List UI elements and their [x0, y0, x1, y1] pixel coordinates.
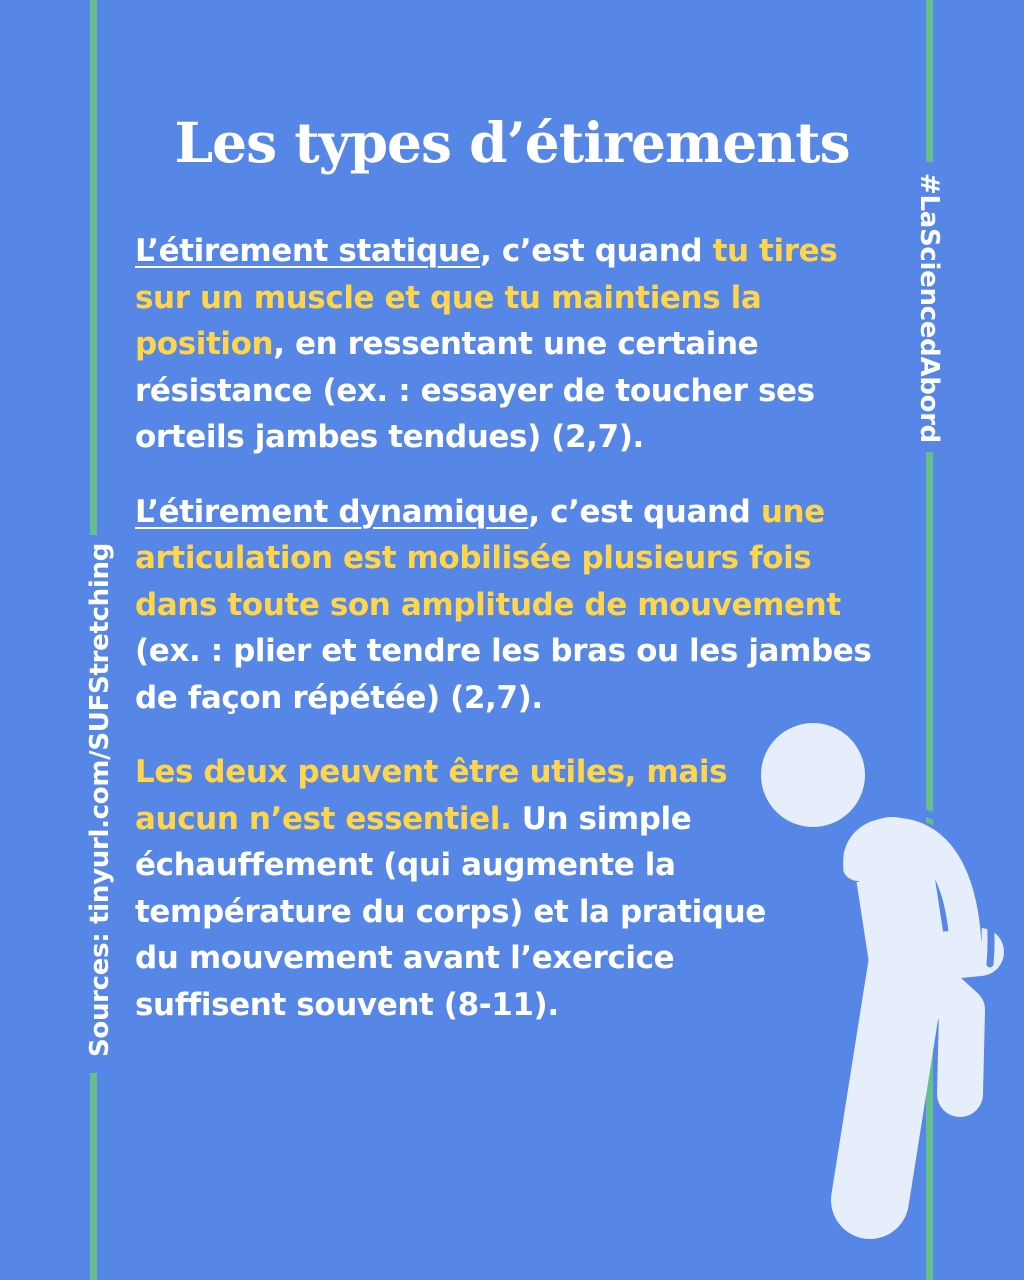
stretching-person-icon: [740, 720, 1024, 1280]
static-stretch-highlight: tu tires sur un muscle et que tu maintiens la position: [135, 233, 838, 362]
static-stretch-text: , en ressentant une certaine résistance (ex. : essayer de toucher ses orteils jambes tendues) (2,7).: [135, 326, 815, 455]
conclusion-paragraph: [135, 749, 815, 1028]
dynamic-stretch-term: L’étirement dynamique: [135, 493, 529, 530]
dynamic-stretch-highlight: une articulation est mobilisée plusieurs fois dans toute son amplitude de mouvement: [135, 493, 841, 623]
static-stretch-paragraph: [135, 228, 895, 461]
page-title: Les types d’étirements: [174, 110, 850, 175]
conclusion-text: Un simple échauffement (qui augmente la température du corps) et la pratique du mouvement avant l’exercice suffisent souvent (8-11).: [135, 800, 766, 1023]
dynamic-stretch-text: (ex. : plier et tendre les bras ou les jambes de façon répétée) (2,7).: [135, 633, 872, 716]
static-stretch-term: L’étirement statique: [135, 233, 481, 269]
dynamic-stretch-paragraph: [135, 489, 895, 722]
static-stretch-lead: , c’est quand: [480, 233, 713, 269]
hashtag-label: #LaSciencedAbord: [914, 173, 944, 443]
conclusion-highlight: Les deux peuvent être utiles, mais aucun n’est essentiel.: [135, 754, 728, 837]
dynamic-stretch-lead: , c’est quand: [528, 493, 761, 530]
left-bottom-divider: [90, 1073, 97, 1280]
left-top-divider: [90, 0, 97, 535]
sources-label: Sources: tinyurl.com/SUFStretching: [85, 542, 115, 1058]
